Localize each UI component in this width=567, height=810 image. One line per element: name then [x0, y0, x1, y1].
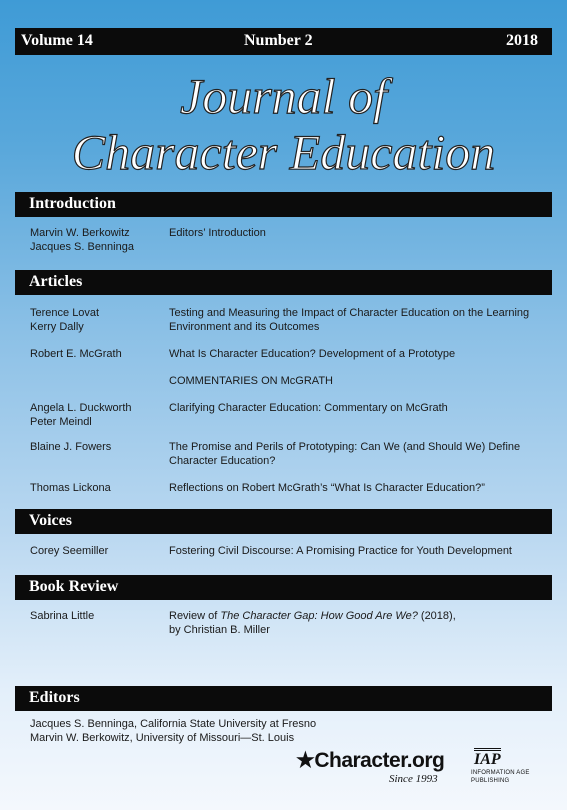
editor-line: Marvin W. Berkowitz, University of Missouri—St. Louis	[30, 732, 295, 744]
section-introduction	[15, 192, 552, 217]
toc-author: Thomas Lickona	[30, 482, 111, 494]
section-heading: Book Review	[29, 578, 119, 595]
section-articles	[15, 270, 552, 295]
toc-author: Angela L. Duckworth Peter Meindl	[30, 402, 132, 428]
toc-author: Corey Seemiller	[30, 545, 109, 557]
toc-author: Blaine J. Fowers	[30, 441, 112, 453]
section-heading: Voices	[29, 512, 72, 529]
toc-title: Clarifying Character Education: Commentary on McGrath	[169, 402, 448, 414]
toc-title: Testing and Measuring the Impact of Character Education on the Learning Environment and its Outcomes	[169, 307, 530, 333]
volume-label: Volume 14	[21, 32, 93, 49]
journal-title-line2: Character Education	[71, 124, 496, 180]
toc-author: Marvin W. Berkowitz Jacques S. Benninga	[30, 227, 134, 253]
issue-info-bar	[15, 28, 552, 55]
editor-line: Jacques S. Benninga, California State University at Fresno	[30, 718, 317, 730]
toc-author: Terence Lovat Kerry Dally	[30, 307, 100, 333]
number-label: Number 2	[244, 32, 313, 49]
toc-title: What Is Character Education? Development of a Prototype	[169, 348, 456, 360]
toc-title: Editors’ Introduction	[169, 227, 266, 239]
character-org-text: Character.org	[314, 749, 445, 772]
character-org-logo	[296, 748, 444, 773]
review-suffix: (2018),	[417, 610, 456, 622]
toc-author: Robert E. McGrath	[30, 348, 122, 360]
commentaries-heading: COMMENTARIES ON McGRATH	[169, 375, 333, 387]
reviewed-book-title: The Character Gap: How Good Are We?	[220, 610, 418, 622]
review-prefix: Review of	[169, 610, 221, 622]
section-book-review	[15, 575, 552, 600]
star-icon: ★	[296, 749, 315, 772]
character-org-since: Since 1993	[389, 773, 438, 785]
review-author-line: by Christian B. Miller	[169, 624, 270, 636]
toc-title: Reflections on Robert McGrath’s “What Is Character Education?”	[169, 482, 485, 494]
toc-title	[169, 609, 544, 637]
section-voices	[15, 509, 552, 534]
section-heading: Editors	[29, 689, 80, 706]
section-editors	[15, 686, 552, 711]
iap-publisher-text: INFORMATION AGE PUBLISHING	[471, 770, 530, 784]
toc-author: Sabrina Little	[30, 610, 95, 622]
journal-title-line1: Journal of	[180, 68, 387, 124]
toc-title: The Promise and Perils of Prototyping: Can We (and Should We) Define Character Education?	[169, 441, 521, 467]
section-heading: Introduction	[29, 195, 116, 212]
toc-title: Fostering Civil Discourse: A Promising Practice for Youth Development	[169, 545, 512, 557]
section-heading: Articles	[29, 273, 83, 290]
year-label: 2018	[506, 32, 538, 49]
iap-logo: IAP	[474, 748, 501, 768]
